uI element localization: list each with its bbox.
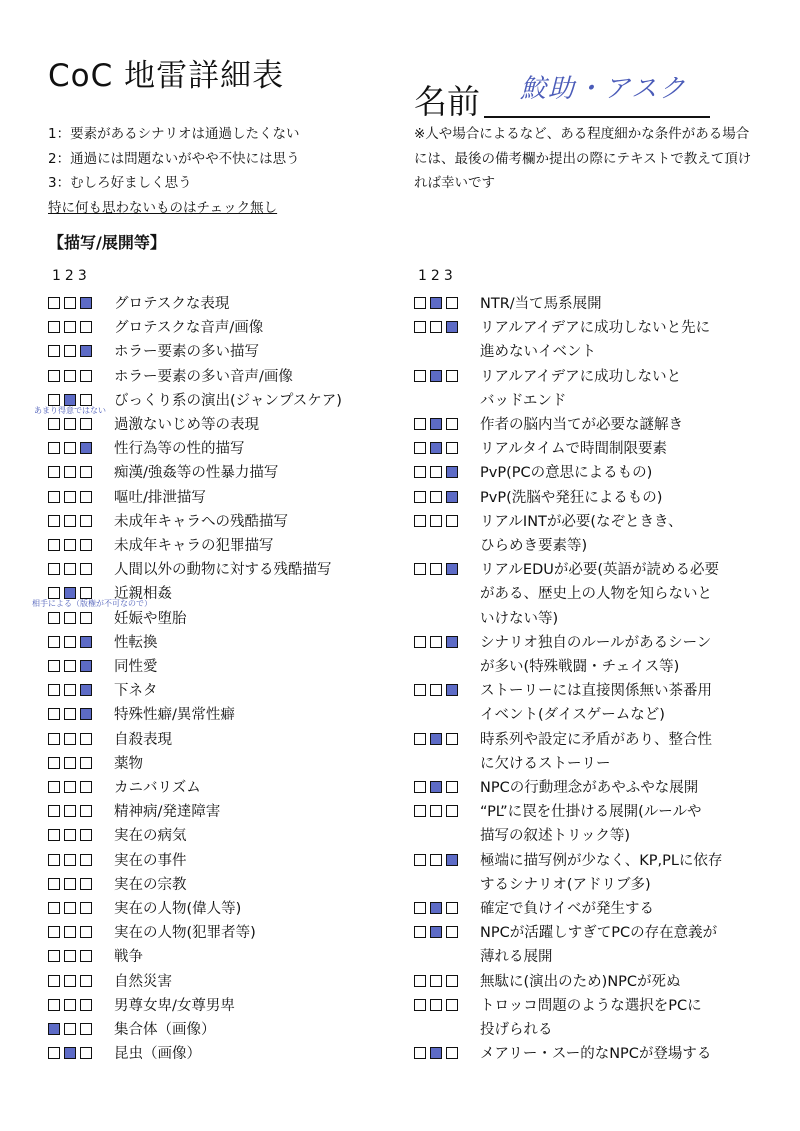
left-label: 昆虫（画像） — [114, 1046, 201, 1063]
checkbox-level-1[interactable] — [414, 854, 426, 866]
checkbox-level-3[interactable] — [80, 733, 92, 745]
checkbox-level-2[interactable] — [430, 733, 442, 745]
checkbox-level-3[interactable] — [446, 563, 458, 575]
right-label: PvP(PCの意思によるもの) — [480, 465, 653, 482]
right-row — [414, 970, 754, 994]
checkbox-level-2[interactable] — [64, 829, 76, 841]
checkbox-level-1[interactable] — [48, 975, 60, 987]
checkbox-level-3[interactable] — [446, 321, 458, 333]
right-label: リアルアイデアに成功しないと先に — [480, 320, 711, 337]
checkbox-level-1[interactable] — [48, 539, 60, 551]
name-value-handwritten[interactable]: 鮫助・アスク — [520, 74, 687, 104]
checkbox-level-2[interactable] — [430, 321, 442, 333]
right-label-continuation: 薄れる展開 — [480, 949, 553, 966]
left-label: 自殺表現 — [114, 731, 172, 748]
checkbox-level-3[interactable] — [446, 515, 458, 527]
name-label: 名前 — [414, 82, 480, 121]
checkbox-level-3[interactable] — [80, 394, 92, 406]
checkbox-level-3[interactable] — [80, 345, 92, 357]
left-row — [48, 389, 388, 413]
checkbox-level-1[interactable] — [48, 466, 60, 478]
left-row — [48, 873, 388, 897]
checkbox-level-1[interactable] — [414, 515, 426, 527]
checkbox-level-2[interactable] — [430, 563, 442, 575]
checkbox-level-1[interactable] — [414, 563, 426, 575]
checkbox-level-3[interactable] — [80, 1023, 92, 1035]
left-label: 性行為等の性的描写 — [114, 441, 245, 458]
checkbox-level-1[interactable] — [414, 684, 426, 696]
right-row — [414, 994, 754, 1018]
checkbox-level-1[interactable] — [414, 902, 426, 914]
checkbox-level-3[interactable] — [80, 587, 92, 599]
left-row — [48, 582, 388, 606]
checkbox-level-1[interactable] — [48, 757, 60, 769]
right-row — [414, 728, 754, 752]
checkbox-level-1[interactable] — [48, 515, 60, 527]
checkbox-level-3[interactable] — [446, 297, 458, 309]
checkbox-level-1[interactable] — [48, 321, 60, 333]
left-row — [48, 970, 388, 994]
left-label: びっくり系の演出(ジャンプスケア) — [114, 392, 342, 409]
checkbox-level-1[interactable] — [414, 999, 426, 1011]
checkbox-level-1[interactable] — [414, 418, 426, 430]
right-row — [414, 897, 754, 921]
left-label: 実在の人物(犯罪者等) — [114, 925, 256, 942]
right-label: PvP(洗脳や発狂によるもの) — [480, 489, 663, 506]
checkbox-level-1[interactable] — [48, 491, 60, 503]
left-label: 人間以外の動物に対する残酷描写 — [114, 562, 332, 579]
checkbox-level-3[interactable] — [446, 733, 458, 745]
left-label: カニバリズム — [114, 780, 201, 796]
checkbox-level-3[interactable] — [446, 491, 458, 503]
checkbox-level-1[interactable] — [414, 733, 426, 745]
left-label: ホラー要素の多い音声/画像 — [114, 368, 293, 385]
left-row — [48, 776, 388, 800]
left-label: 精神病/発達障害 — [114, 804, 221, 821]
page-title: CoC 地雷詳細表 — [48, 58, 285, 94]
checkbox-level-3[interactable] — [80, 297, 92, 309]
left-label: 薬物 — [114, 755, 143, 772]
checkbox-level-2[interactable] — [64, 442, 76, 454]
right-row — [414, 461, 754, 485]
checkbox-level-2[interactable] — [430, 781, 442, 793]
left-label: 痴漢/強姦等の性暴力描写 — [114, 465, 279, 482]
right-label-continuation: ひらめき要素等) — [480, 538, 588, 554]
checkbox-level-3[interactable] — [80, 708, 92, 720]
left-label: 未成年キャラへの残酷描写 — [114, 513, 288, 530]
checkbox-level-2[interactable] — [430, 297, 442, 309]
legend-line-4: 特に何も思わないものはチェック無し — [48, 199, 278, 216]
checkbox-level-1[interactable] — [48, 394, 60, 406]
checkbox-level-1[interactable] — [48, 660, 60, 672]
left-label: グロテスクな表現 — [114, 296, 230, 312]
checkbox-level-1[interactable] — [48, 587, 60, 599]
right-row — [414, 800, 754, 824]
checkbox-level-2[interactable] — [64, 491, 76, 503]
right-label-continuation: イベント(ダイスゲームなど) — [480, 707, 665, 724]
left-row — [48, 800, 388, 824]
right-row — [414, 1042, 754, 1066]
right-label: 無駄に(演出のため)NPCが死ぬ — [480, 973, 681, 990]
checkbox-level-2[interactable] — [64, 1047, 76, 1059]
left-row — [48, 994, 388, 1018]
checkbox-level-3[interactable] — [446, 636, 458, 648]
checkbox-level-2[interactable] — [64, 321, 76, 333]
checkbox-level-3[interactable] — [446, 684, 458, 696]
checkbox-level-1[interactable] — [48, 999, 60, 1011]
right-label: NPCが活躍しすぎてPCの存在意義が — [480, 925, 718, 942]
checkbox-level-2[interactable] — [430, 1047, 442, 1059]
left-row — [48, 728, 388, 752]
checkbox-level-2[interactable] — [64, 805, 76, 817]
left-label: 特殊性癖/異常性癖 — [114, 707, 235, 724]
left-label: 妊娠や堕胎 — [114, 610, 187, 627]
left-label: 実在の宗教 — [114, 876, 187, 893]
left-row — [48, 437, 388, 461]
checkbox-level-1[interactable] — [48, 926, 60, 938]
checkbox-level-1[interactable] — [48, 805, 60, 817]
checkbox-level-1[interactable] — [48, 1047, 60, 1059]
checkbox-level-2[interactable] — [64, 636, 76, 648]
left-row — [48, 316, 388, 340]
left-row — [48, 945, 388, 969]
checkbox-level-1[interactable] — [414, 370, 426, 382]
right-row — [414, 413, 754, 437]
left-column-numbers: 123 — [52, 268, 91, 284]
checkbox-level-1[interactable] — [48, 345, 60, 357]
right-label: シナリオ独自のルールがあるシーン — [480, 634, 712, 651]
checkbox-level-2[interactable] — [64, 1023, 76, 1035]
checkbox-level-3[interactable] — [446, 975, 458, 987]
checkbox-level-1[interactable] — [48, 418, 60, 430]
right-row — [414, 679, 754, 703]
legend-line-1: 1：要素があるシナリオは通過したくない — [48, 126, 300, 142]
checkbox-level-3[interactable] — [80, 829, 92, 841]
left-row — [48, 1018, 388, 1042]
right-label-continuation: 描写の叙述トリック等) — [480, 828, 631, 845]
right-label: 極端に描写例が少なく、KP,PLに依存 — [480, 852, 723, 869]
left-row — [48, 824, 388, 848]
checkbox-level-3[interactable] — [80, 975, 92, 987]
checkbox-level-2[interactable] — [64, 660, 76, 672]
checkbox-level-2[interactable] — [64, 684, 76, 696]
right-row — [414, 316, 754, 340]
checkbox-level-3[interactable] — [446, 418, 458, 430]
checkbox-level-1[interactable] — [48, 442, 60, 454]
right-label: ストーリーには直接関係無い茶番用 — [480, 683, 712, 700]
checkbox-level-3[interactable] — [80, 854, 92, 866]
left-row — [48, 292, 388, 316]
checkbox-level-2[interactable] — [430, 442, 442, 454]
left-label: 性転換 — [114, 634, 158, 651]
checkbox-level-2[interactable] — [430, 975, 442, 987]
checkbox-level-2[interactable] — [64, 515, 76, 527]
checkbox-level-2[interactable] — [64, 370, 76, 382]
left-label: 男尊女卑/女尊男卑 — [114, 997, 235, 1014]
checkbox-level-3[interactable] — [80, 442, 92, 454]
checkbox-level-1[interactable] — [48, 684, 60, 696]
checkbox-level-2[interactable] — [430, 418, 442, 430]
left-row — [48, 752, 388, 776]
checkbox-level-1[interactable] — [414, 297, 426, 309]
left-row — [48, 849, 388, 873]
left-row — [48, 486, 388, 510]
right-row — [414, 437, 754, 461]
section-heading: 【描写/展開等】 — [48, 233, 166, 252]
checkbox-level-1[interactable] — [414, 781, 426, 793]
note-text: ※人や場合によるなど、ある程度細かな条件がある場合には、最後の備考欄か提出の際にテキストで教えて頂ければ幸いです — [414, 126, 752, 191]
checkbox-level-3[interactable] — [80, 491, 92, 503]
checkbox-level-3[interactable] — [80, 466, 92, 478]
right-label: “PL”に罠を仕掛ける展開(ルールや — [480, 804, 702, 821]
right-row — [414, 510, 754, 534]
checkbox-level-3[interactable] — [446, 781, 458, 793]
left-row — [48, 413, 388, 437]
right-row — [414, 486, 754, 510]
right-label: NPCの行動理念があやふやな展開 — [480, 780, 699, 796]
checkbox-level-2[interactable] — [64, 757, 76, 769]
annotation-jumpscare: あまり得意ではない — [34, 406, 106, 415]
checkbox-level-1[interactable] — [414, 321, 426, 333]
checkbox-level-2[interactable] — [64, 902, 76, 914]
checkbox-level-1[interactable] — [414, 466, 426, 478]
checkbox-level-2[interactable] — [430, 491, 442, 503]
checkbox-level-2[interactable] — [64, 587, 76, 599]
checkbox-level-1[interactable] — [414, 1047, 426, 1059]
right-label-continuation: に欠けるストーリー — [480, 755, 611, 772]
checkbox-level-2[interactable] — [430, 466, 442, 478]
name-underline — [484, 116, 710, 118]
checkbox-level-2[interactable] — [430, 902, 442, 914]
right-label-continuation: いけない等) — [480, 610, 559, 627]
right-label: 作者の脳内当てが必要な謎解き — [480, 417, 683, 433]
right-label: 時系列や設定に矛盾があり、整合性 — [480, 731, 712, 748]
left-label: 自然災害 — [114, 973, 172, 990]
checkbox-level-2[interactable] — [430, 854, 442, 866]
checkbox-level-3[interactable] — [80, 757, 92, 769]
right-label: リアルタイムで時間制限要素 — [480, 441, 668, 458]
checkbox-level-2[interactable] — [64, 975, 76, 987]
right-row — [414, 558, 754, 582]
right-label: リアルINTが必要(なぞときき、 — [480, 513, 683, 530]
checkbox-level-1[interactable] — [414, 442, 426, 454]
left-label: 実在の事件 — [114, 852, 187, 869]
checkbox-level-2[interactable] — [64, 878, 76, 890]
left-row — [48, 510, 388, 534]
left-label: 近親相姦 — [114, 586, 172, 603]
checkbox-level-3[interactable] — [446, 926, 458, 938]
checkbox-level-1[interactable] — [48, 878, 60, 890]
checkbox-level-3[interactable] — [446, 466, 458, 478]
left-label: 同性愛 — [114, 659, 158, 675]
checkbox-level-3[interactable] — [80, 515, 92, 527]
right-label-continuation: 進めないイベント — [480, 344, 596, 361]
left-row — [48, 679, 388, 703]
left-row — [48, 703, 388, 727]
legend-line-3: 3：むしろ好ましく思う — [48, 175, 192, 191]
checkbox-level-2[interactable] — [64, 781, 76, 793]
left-row — [48, 461, 388, 485]
right-label: リアルアイデアに成功しないと — [480, 368, 682, 385]
checkbox-level-1[interactable] — [48, 781, 60, 793]
checkbox-level-1[interactable] — [48, 612, 60, 624]
checkbox-level-1[interactable] — [48, 829, 60, 841]
checkbox-level-2[interactable] — [64, 345, 76, 357]
checkbox-level-2[interactable] — [64, 854, 76, 866]
checkbox-level-1[interactable] — [414, 975, 426, 987]
checkbox-level-2[interactable] — [64, 999, 76, 1011]
checkbox-level-3[interactable] — [80, 321, 92, 333]
checkbox-level-2[interactable] — [64, 950, 76, 962]
checkbox-level-1[interactable] — [414, 636, 426, 648]
left-label: 過激ないじめ等の表現 — [114, 417, 259, 433]
checkbox-level-1[interactable] — [48, 370, 60, 382]
left-row — [48, 340, 388, 364]
checkbox-level-3[interactable] — [80, 1047, 92, 1059]
checkbox-level-3[interactable] — [446, 999, 458, 1011]
right-row — [414, 921, 754, 945]
checkbox-level-2[interactable] — [64, 733, 76, 745]
checkbox-level-2[interactable] — [430, 370, 442, 382]
checkbox-level-2[interactable] — [64, 708, 76, 720]
checkbox-level-3[interactable] — [80, 612, 92, 624]
checkbox-level-1[interactable] — [48, 563, 60, 575]
left-label: 嘔吐/排泄描写 — [114, 489, 206, 506]
checkbox-level-2[interactable] — [430, 636, 442, 648]
legend-line-2: 2：通過には問題ないがやや不快には思う — [48, 150, 300, 167]
checkbox-level-1[interactable] — [48, 854, 60, 866]
checkbox-level-1[interactable] — [48, 297, 60, 309]
checkbox-level-3[interactable] — [446, 1047, 458, 1059]
left-label: 集合体（画像） — [114, 1022, 216, 1038]
right-label-continuation: バッドエンド — [480, 392, 567, 409]
checkbox-level-1[interactable] — [48, 708, 60, 720]
checkbox-level-2[interactable] — [64, 539, 76, 551]
left-label: 未成年キャラの犯罪描写 — [114, 538, 274, 554]
right-row — [414, 292, 754, 316]
right-row — [414, 849, 754, 873]
checkbox-level-3[interactable] — [446, 442, 458, 454]
checkbox-level-2[interactable] — [64, 612, 76, 624]
checkbox-level-3[interactable] — [80, 950, 92, 962]
checkbox-level-3[interactable] — [80, 370, 92, 382]
right-label: メアリー・スー的なNPCが登場する — [480, 1046, 712, 1063]
right-label-continuation: が多い(特殊戦闘・チェイス等) — [480, 659, 680, 675]
checkbox-level-2[interactable] — [64, 563, 76, 575]
left-row — [48, 365, 388, 389]
checkbox-level-3[interactable] — [80, 902, 92, 914]
annotation-incest: 相手による（版権が不可なので） — [32, 599, 152, 608]
checkbox-level-2[interactable] — [64, 418, 76, 430]
right-column-numbers: 123 — [418, 268, 457, 284]
checkbox-level-1[interactable] — [48, 733, 60, 745]
checkbox-level-3[interactable] — [80, 878, 92, 890]
left-row — [48, 655, 388, 679]
checkbox-level-1[interactable] — [414, 805, 426, 817]
left-label: 戦争 — [114, 949, 143, 966]
checkbox-level-3[interactable] — [80, 684, 92, 696]
checkbox-level-2[interactable] — [64, 297, 76, 309]
right-row — [414, 365, 754, 389]
checkbox-level-3[interactable] — [80, 418, 92, 430]
checkbox-level-2[interactable] — [64, 394, 76, 406]
checkbox-level-3[interactable] — [446, 370, 458, 382]
checkbox-level-2[interactable] — [64, 466, 76, 478]
checkbox-level-3[interactable] — [80, 539, 92, 551]
checkbox-level-3[interactable] — [446, 902, 458, 914]
left-label: グロテスクな音声/画像 — [114, 320, 264, 337]
checkbox-level-1[interactable] — [414, 491, 426, 503]
right-label: 確定で負けイベが発生する — [480, 901, 654, 917]
checkbox-level-2[interactable] — [430, 999, 442, 1011]
left-row — [48, 1042, 388, 1066]
left-row — [48, 558, 388, 582]
checkbox-level-3[interactable] — [80, 563, 92, 575]
checkbox-level-2[interactable] — [430, 926, 442, 938]
checkbox-level-2[interactable] — [430, 684, 442, 696]
right-row — [414, 776, 754, 800]
legend — [48, 122, 300, 220]
checkbox-level-3[interactable] — [446, 854, 458, 866]
checkbox-level-1[interactable] — [48, 636, 60, 648]
checkbox-level-3[interactable] — [446, 805, 458, 817]
left-label: ホラー要素の多い描写 — [114, 344, 259, 361]
left-label: 下ネタ — [114, 683, 158, 700]
checkbox-level-3[interactable] — [80, 805, 92, 817]
checkbox-level-3[interactable] — [80, 781, 92, 793]
checkbox-level-3[interactable] — [80, 926, 92, 938]
left-row — [48, 607, 388, 631]
checkbox-level-2[interactable] — [64, 926, 76, 938]
left-row — [48, 631, 388, 655]
checkbox-level-1[interactable] — [414, 926, 426, 938]
right-label: トロッコ問題のような選択をPCに — [480, 997, 702, 1014]
right-label-continuation: するシナリオ(アドリブ多) — [480, 876, 651, 893]
left-label: 実在の病気 — [114, 828, 187, 845]
right-label-continuation: 投げられる — [480, 1022, 553, 1038]
checkbox-level-2[interactable] — [430, 515, 442, 527]
left-row — [48, 897, 388, 921]
checkbox-level-1[interactable] — [48, 950, 60, 962]
checkbox-level-3[interactable] — [80, 999, 92, 1011]
right-label: NTR/当て馬系展開 — [480, 296, 602, 312]
right-label: リアルEDUが必要(英語が読める必要 — [480, 562, 720, 579]
checkbox-level-1[interactable] — [48, 902, 60, 914]
checkbox-level-2[interactable] — [430, 805, 442, 817]
left-label: 実在の人物(偉人等) — [114, 901, 242, 917]
checkbox-level-3[interactable] — [80, 660, 92, 672]
left-row — [48, 534, 388, 558]
right-label-continuation: がある、歴史上の人物を知らないと — [480, 586, 712, 603]
left-row — [48, 921, 388, 945]
checkbox-level-3[interactable] — [80, 636, 92, 648]
checkbox-level-1[interactable] — [48, 1023, 60, 1035]
right-row — [414, 631, 754, 655]
